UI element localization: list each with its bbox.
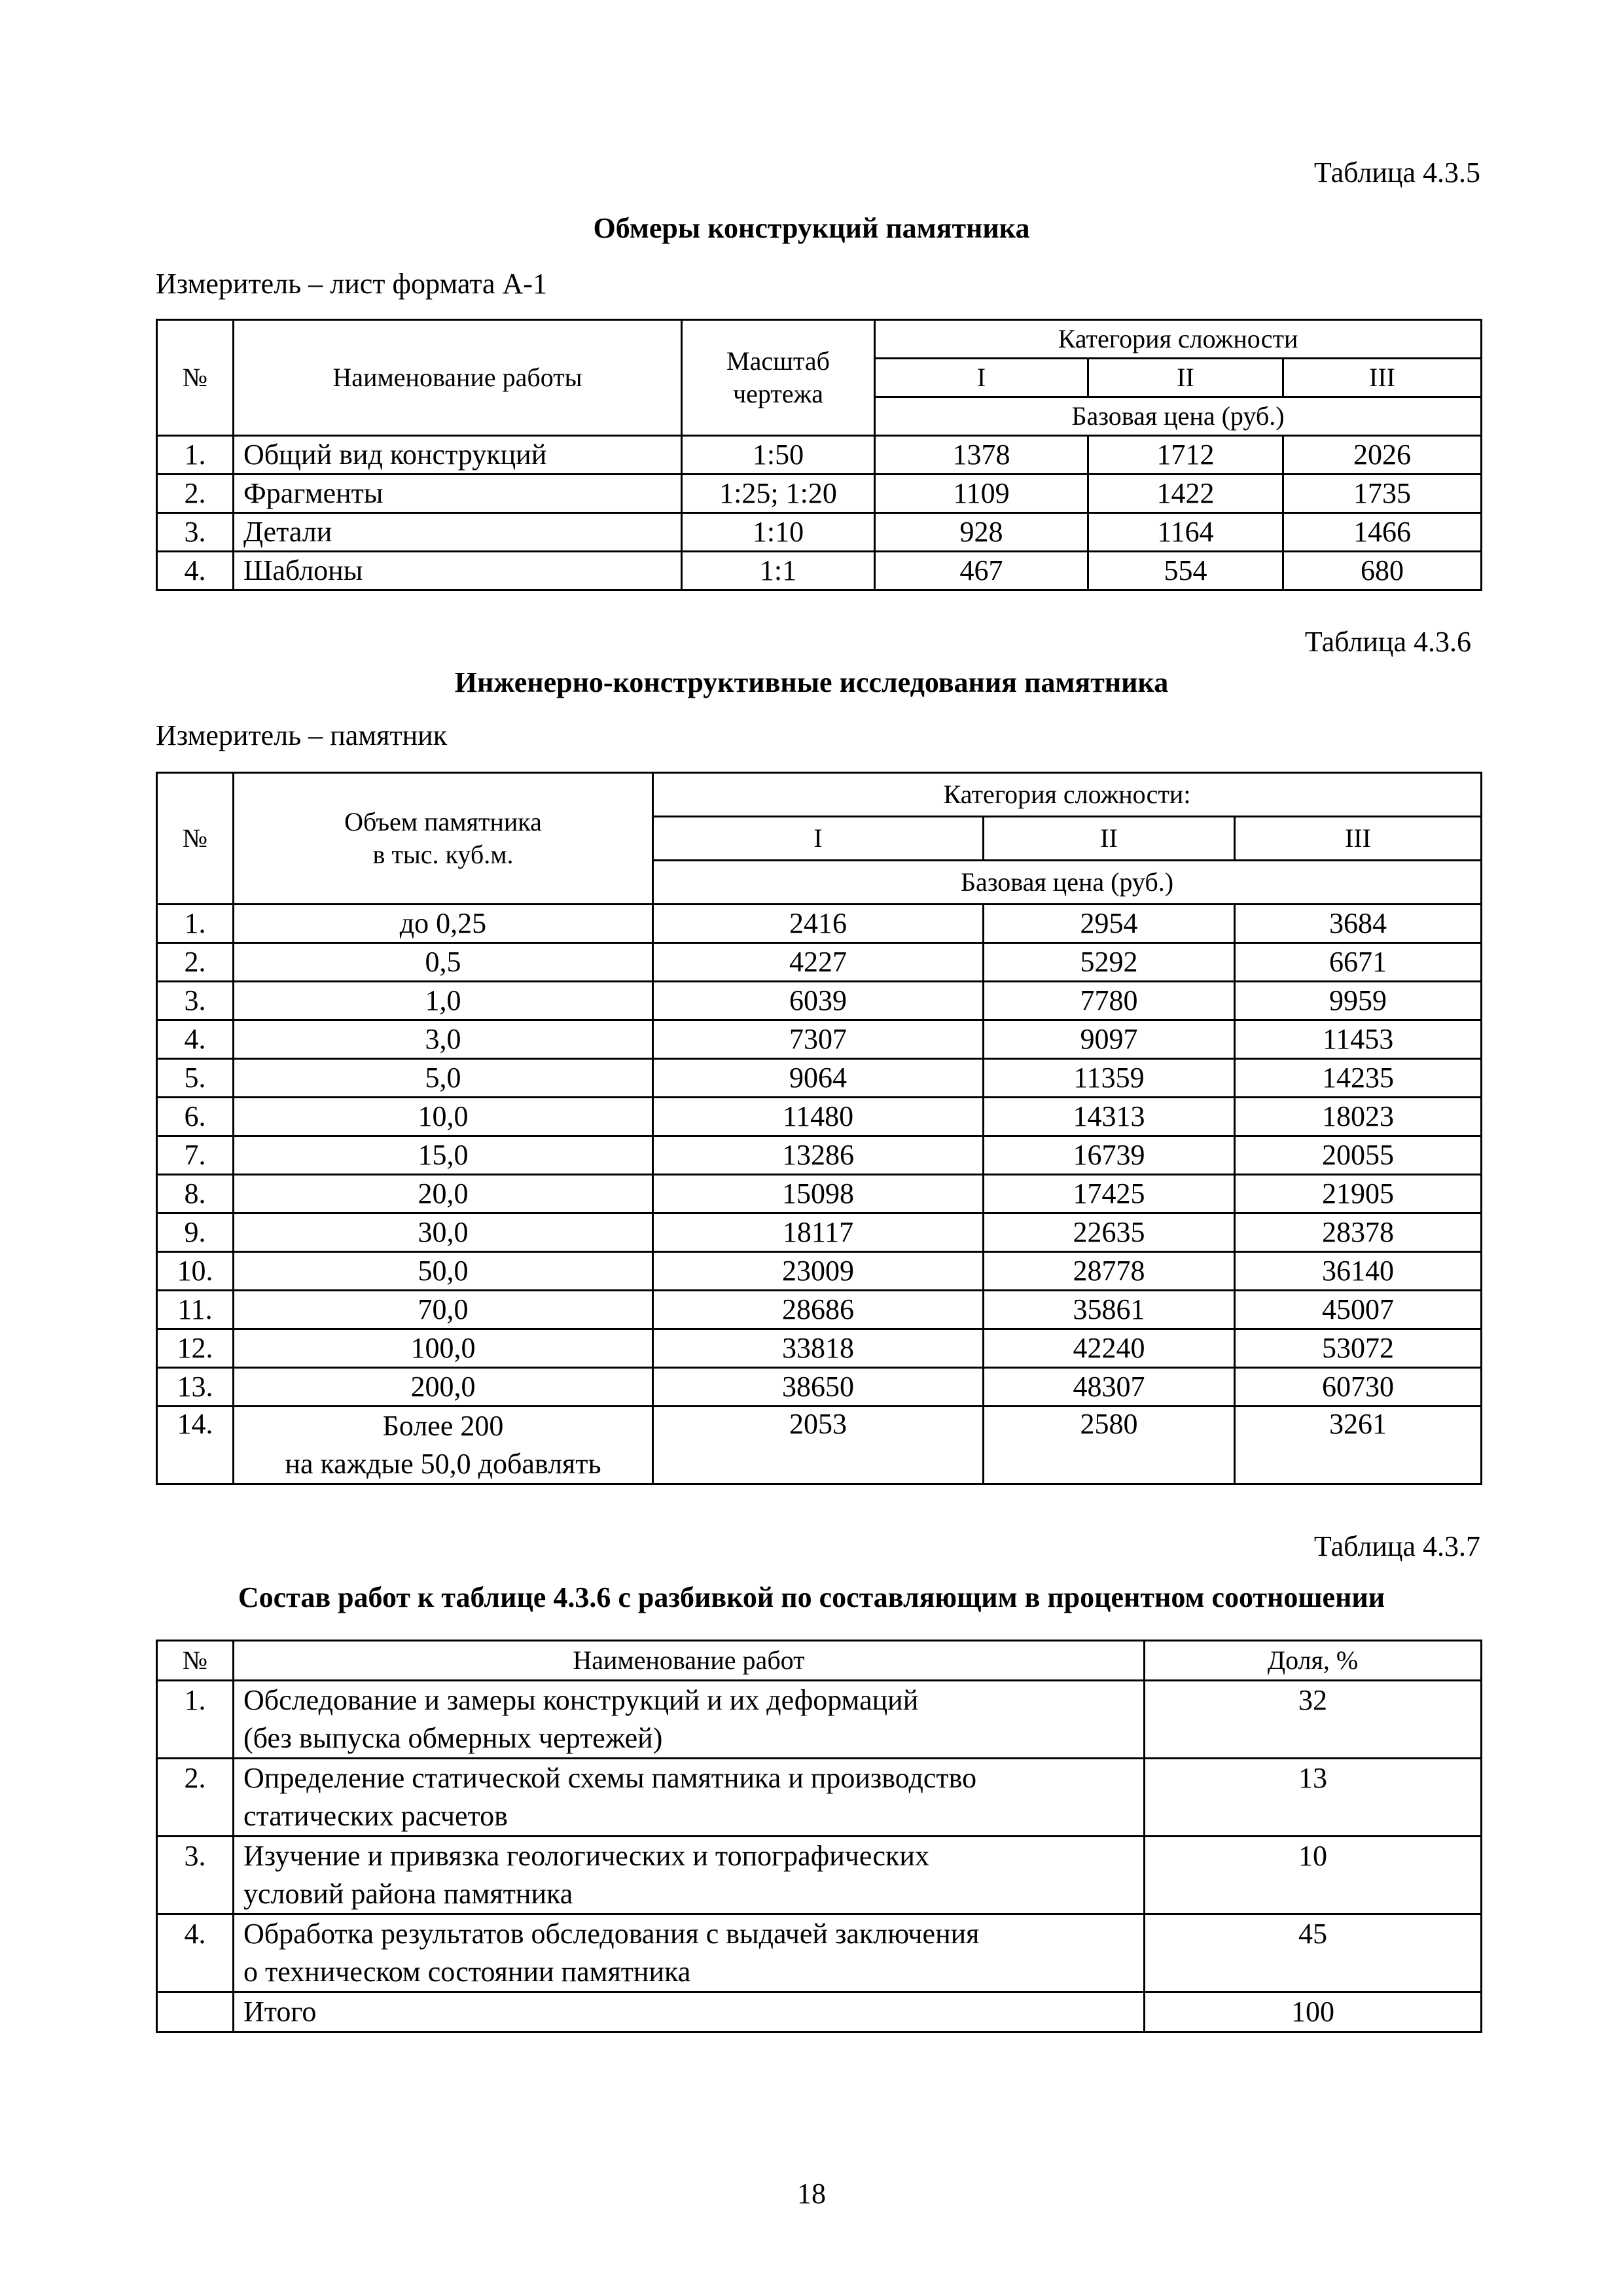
row-cat-1: 15098 bbox=[653, 1175, 984, 1213]
row-name-line2: (без выпуска обмерных чертежей) bbox=[243, 1722, 663, 1754]
row-cat-3: 1735 bbox=[1283, 475, 1482, 513]
row-cat-3: 2026 bbox=[1283, 436, 1482, 475]
table-row bbox=[157, 1059, 1482, 1098]
row-cat-1: 18117 bbox=[653, 1213, 984, 1252]
row-num: 11. bbox=[157, 1291, 234, 1329]
row-cat-2: 7780 bbox=[984, 982, 1235, 1020]
row-volume: до 0,25 bbox=[234, 905, 653, 943]
row-cat-1: 13286 bbox=[653, 1136, 984, 1175]
row-cat-2: 2580 bbox=[984, 1407, 1235, 1484]
row-cat-1: 28686 bbox=[653, 1291, 984, 1329]
row-name: Общий вид конструкций bbox=[234, 436, 682, 475]
table-row bbox=[157, 1291, 1482, 1329]
row-num: 5. bbox=[157, 1059, 234, 1098]
row-share: 45 bbox=[1145, 1914, 1482, 1992]
row-cat-3: 60730 bbox=[1235, 1368, 1482, 1407]
table-row bbox=[157, 943, 1482, 982]
row-cat-1: 4227 bbox=[653, 943, 984, 982]
header-cat-2: II bbox=[984, 817, 1235, 861]
table-row bbox=[157, 475, 1482, 513]
table-row bbox=[157, 1914, 1482, 1992]
row-share: 13 bbox=[1145, 1759, 1482, 1837]
row-cat-2: 9097 bbox=[984, 1020, 1235, 1059]
row-cat-2: 5292 bbox=[984, 943, 1235, 982]
row-num: 13. bbox=[157, 1368, 234, 1407]
row-cat-3: 21905 bbox=[1235, 1175, 1482, 1213]
row-cat-3: 14235 bbox=[1235, 1059, 1482, 1098]
table-header-row bbox=[157, 320, 1482, 359]
measure-unit: Измеритель – лист формата А-1 bbox=[156, 268, 547, 300]
row-name: Детали bbox=[234, 513, 682, 552]
header-cat-3: III bbox=[1235, 817, 1482, 861]
work-composition-table bbox=[156, 1640, 1482, 2033]
row-scale: 1:10 bbox=[682, 513, 875, 552]
row-cat-3: 28378 bbox=[1235, 1213, 1482, 1252]
row-volume-line1: Более 200 bbox=[382, 1410, 504, 1442]
row-cat-3: 18023 bbox=[1235, 1098, 1482, 1136]
table-row bbox=[157, 1175, 1482, 1213]
row-num: 9. bbox=[157, 1213, 234, 1252]
row-scale: 1:25; 1:20 bbox=[682, 475, 875, 513]
row-name-line1: Определение статической схемы памятника и производство bbox=[243, 1762, 977, 1794]
row-num: 2. bbox=[157, 943, 234, 982]
row-num: 7. bbox=[157, 1136, 234, 1175]
row-volume-line2: на каждые 50,0 добавлять bbox=[285, 1448, 601, 1480]
table-row bbox=[157, 1098, 1482, 1136]
header-num: № bbox=[157, 320, 234, 436]
header-category: Категория сложности bbox=[875, 320, 1482, 359]
row-cat-2: 2954 bbox=[984, 905, 1235, 943]
row-volume: 3,0 bbox=[234, 1020, 653, 1059]
table-header-row bbox=[157, 1641, 1482, 1681]
total-num bbox=[157, 1992, 234, 2032]
row-volume: 0,5 bbox=[234, 943, 653, 982]
row-cat-3: 53072 bbox=[1235, 1329, 1482, 1368]
row-volume: 10,0 bbox=[234, 1098, 653, 1136]
row-name bbox=[234, 1759, 1145, 1837]
row-volume: 100,0 bbox=[234, 1329, 653, 1368]
row-cat-2: 16739 bbox=[984, 1136, 1235, 1175]
table-row bbox=[157, 513, 1482, 552]
table-label: Таблица 4.3.5 bbox=[1313, 156, 1480, 188]
row-cat-2: 17425 bbox=[984, 1175, 1235, 1213]
row-volume: 15,0 bbox=[234, 1136, 653, 1175]
row-name bbox=[234, 1914, 1145, 1992]
row-cat-3: 3261 bbox=[1235, 1407, 1482, 1484]
row-volume: 50,0 bbox=[234, 1252, 653, 1291]
row-share: 32 bbox=[1145, 1681, 1482, 1759]
row-cat-3: 45007 bbox=[1235, 1291, 1482, 1329]
row-cat-2: 48307 bbox=[984, 1368, 1235, 1407]
row-cat-2: 1422 bbox=[1088, 475, 1283, 513]
header-cat-1: I bbox=[653, 817, 984, 861]
table-row bbox=[157, 1213, 1482, 1252]
page-number: 18 bbox=[797, 2178, 826, 2210]
header-name: Наименование работы bbox=[234, 320, 682, 436]
table-row bbox=[157, 982, 1482, 1020]
row-cat-2: 28778 bbox=[984, 1252, 1235, 1291]
row-name: Фрагменты bbox=[234, 475, 682, 513]
header-price: Базовая цена (руб.) bbox=[653, 861, 1482, 905]
row-cat-1: 6039 bbox=[653, 982, 984, 1020]
row-cat-1: 2416 bbox=[653, 905, 984, 943]
row-name: Шаблоны bbox=[234, 552, 682, 590]
row-name-line1: Обработка результатов обследования с выдачей заключения bbox=[243, 1918, 980, 1950]
header-scale: Масштаб чертежа bbox=[682, 320, 875, 436]
row-cat-3: 9959 bbox=[1235, 982, 1482, 1020]
row-num: 2. bbox=[157, 475, 234, 513]
table-label: Таблица 4.3.7 bbox=[1313, 1530, 1480, 1562]
total-label: Итого bbox=[234, 1992, 1145, 2032]
header-volume-line2: в тыс. куб.м. bbox=[372, 840, 514, 869]
row-cat-2: 35861 bbox=[984, 1291, 1235, 1329]
table-header-row bbox=[157, 773, 1482, 817]
header-category: Категория сложности: bbox=[653, 773, 1482, 817]
row-num: 8. bbox=[157, 1175, 234, 1213]
table-title: Обмеры конструкций памятника bbox=[593, 212, 1030, 244]
measure-unit: Измеритель – памятник bbox=[156, 719, 448, 751]
measurements-table bbox=[156, 319, 1482, 591]
table-row bbox=[157, 1681, 1482, 1759]
table-row bbox=[157, 1837, 1482, 1914]
table-row bbox=[157, 1329, 1482, 1368]
row-cat-3: 11453 bbox=[1235, 1020, 1482, 1059]
row-name-line1: Обследование и замеры конструкций и их деформаций bbox=[243, 1684, 919, 1716]
row-num: 4. bbox=[157, 552, 234, 590]
row-name bbox=[234, 1681, 1145, 1759]
header-volume bbox=[234, 773, 653, 905]
table-row bbox=[157, 1368, 1482, 1407]
row-volume bbox=[234, 1407, 653, 1484]
row-cat-1: 467 bbox=[875, 552, 1088, 590]
table-row bbox=[157, 436, 1482, 475]
row-cat-1: 33818 bbox=[653, 1329, 984, 1368]
row-name bbox=[234, 1837, 1145, 1914]
table-row bbox=[157, 1759, 1482, 1837]
row-cat-1: 7307 bbox=[653, 1020, 984, 1059]
row-cat-2: 22635 bbox=[984, 1213, 1235, 1252]
row-cat-2: 1712 bbox=[1088, 436, 1283, 475]
row-cat-1: 23009 bbox=[653, 1252, 984, 1291]
header-share: Доля, % bbox=[1145, 1641, 1482, 1681]
row-cat-2: 42240 bbox=[984, 1329, 1235, 1368]
table-title: Состав работ к таблице 4.3.6 с разбивкой по составляющим в процентном соотношении bbox=[238, 1581, 1385, 1613]
table-row bbox=[157, 1020, 1482, 1059]
row-num: 3. bbox=[157, 513, 234, 552]
header-price: Базовая цена (руб.) bbox=[875, 397, 1482, 436]
row-cat-1: 2053 bbox=[653, 1407, 984, 1484]
header-cat-1: I bbox=[875, 359, 1088, 397]
row-name-line2: статических расчетов bbox=[243, 1800, 508, 1832]
row-volume: 200,0 bbox=[234, 1368, 653, 1407]
row-cat-1: 11480 bbox=[653, 1098, 984, 1136]
row-num: 4. bbox=[157, 1020, 234, 1059]
row-cat-3: 1466 bbox=[1283, 513, 1482, 552]
engineering-table bbox=[156, 772, 1482, 1485]
table-title: Инженерно-конструктивные исследования памятника bbox=[454, 666, 1169, 698]
row-volume: 1,0 bbox=[234, 982, 653, 1020]
row-num: 14. bbox=[157, 1407, 234, 1484]
header-cat-2: II bbox=[1088, 359, 1283, 397]
total-share: 100 bbox=[1145, 1992, 1482, 2032]
row-num: 1. bbox=[157, 905, 234, 943]
table-row bbox=[157, 1407, 1482, 1484]
row-num: 1. bbox=[157, 436, 234, 475]
row-cat-3: 680 bbox=[1283, 552, 1482, 590]
row-scale: 1:1 bbox=[682, 552, 875, 590]
row-cat-3: 20055 bbox=[1235, 1136, 1482, 1175]
header-num: № bbox=[157, 1641, 234, 1681]
row-cat-3: 3684 bbox=[1235, 905, 1482, 943]
row-num: 12. bbox=[157, 1329, 234, 1368]
table-row bbox=[157, 1136, 1482, 1175]
row-cat-2: 14313 bbox=[984, 1098, 1235, 1136]
row-cat-2: 1164 bbox=[1088, 513, 1283, 552]
row-name-line1: Изучение и привязка геологических и топографических bbox=[243, 1840, 929, 1872]
row-cat-2: 11359 bbox=[984, 1059, 1235, 1098]
row-num: 3. bbox=[157, 1837, 234, 1914]
row-volume: 20,0 bbox=[234, 1175, 653, 1213]
row-cat-2: 554 bbox=[1088, 552, 1283, 590]
row-num: 6. bbox=[157, 1098, 234, 1136]
row-cat-1: 1378 bbox=[875, 436, 1088, 475]
row-num: 2. bbox=[157, 1759, 234, 1837]
row-num: 4. bbox=[157, 1914, 234, 1992]
row-cat-1: 1109 bbox=[875, 475, 1088, 513]
row-volume: 70,0 bbox=[234, 1291, 653, 1329]
table-row bbox=[157, 552, 1482, 590]
header-volume-line1: Объем памятника bbox=[344, 807, 542, 836]
row-num: 1. bbox=[157, 1681, 234, 1759]
total-row bbox=[157, 1992, 1482, 2032]
row-cat-3: 6671 bbox=[1235, 943, 1482, 982]
row-volume: 30,0 bbox=[234, 1213, 653, 1252]
row-cat-1: 9064 bbox=[653, 1059, 984, 1098]
header-num: № bbox=[157, 773, 234, 905]
header-name: Наименование работ bbox=[234, 1641, 1145, 1681]
row-scale: 1:50 bbox=[682, 436, 875, 475]
row-volume: 5,0 bbox=[234, 1059, 653, 1098]
header-cat-3: III bbox=[1283, 359, 1482, 397]
row-share: 10 bbox=[1145, 1837, 1482, 1914]
row-num: 3. bbox=[157, 982, 234, 1020]
table-row bbox=[157, 1252, 1482, 1291]
table-row bbox=[157, 905, 1482, 943]
row-cat-3: 36140 bbox=[1235, 1252, 1482, 1291]
row-num: 10. bbox=[157, 1252, 234, 1291]
row-cat-1: 38650 bbox=[653, 1368, 984, 1407]
table-label: Таблица 4.3.6 bbox=[1304, 626, 1471, 658]
row-cat-1: 928 bbox=[875, 513, 1088, 552]
row-name-line2: условий района памятника bbox=[243, 1878, 573, 1910]
row-name-line2: о техническом состоянии памятника bbox=[243, 1956, 691, 1988]
